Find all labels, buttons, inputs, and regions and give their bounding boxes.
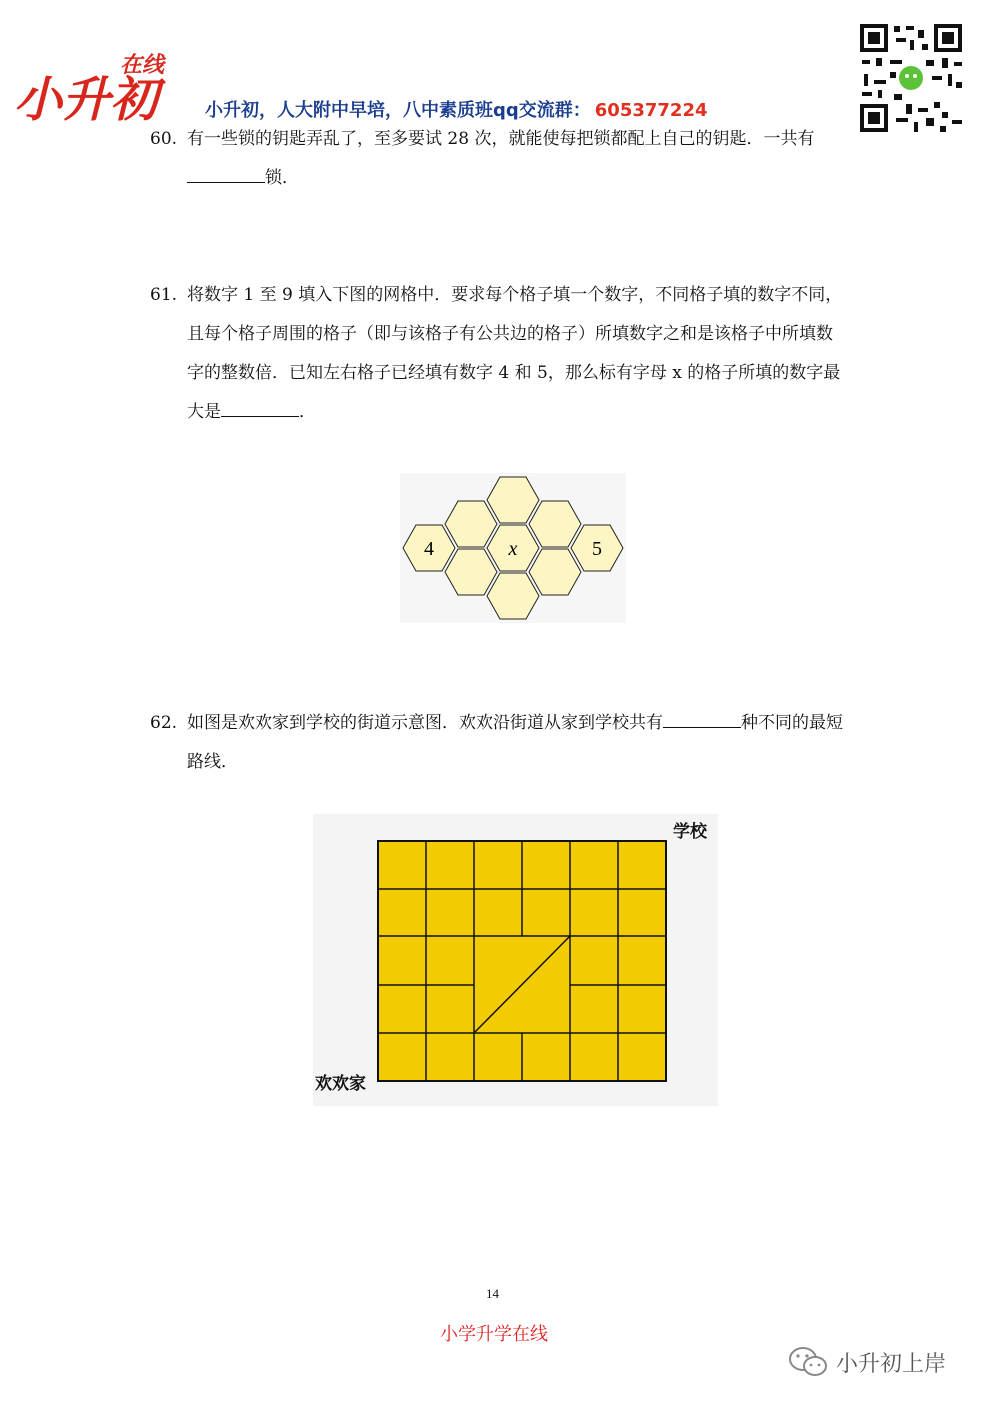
logo-sub-text: 在线 [120,53,165,78]
hex-cell [445,501,497,547]
question-text: 如图是欢欢家到学校的街道示意图．欢欢沿街道从家到学校共有 [187,713,663,733]
wechat-watermark [788,1345,946,1379]
question-number: 60. [150,129,178,149]
hex-left-value: 4 [424,538,434,560]
answer-blank [221,415,299,417]
question-number: 61. [150,285,178,305]
question-text: 将数字 1 至 9 填入下图的网格中．要求每个格子填一个数字，不同格子填的数字不同，且每个格子周围的格子（即与该格子有公共边的格子）所填数字之和是该格子中所填数字的整数倍．已知左右格子已经填有数字 4 和 5，那么标有字母 x 的格子所填的数字最大是 [187,285,843,422]
header-group-line [205,96,708,122]
hex-cell [529,501,581,547]
page-number: 14 [486,1286,499,1301]
question-text: 有一些锁的钥匙弄乱了，至多要试 28 次，就能使每把锁都配上自己的钥匙．一共有 [187,129,815,149]
question-60 [150,120,847,198]
qr-code [856,20,966,136]
question-text-tail: ． [299,402,316,422]
hex-cell [529,549,581,595]
qq-number: 605377224 [594,100,708,121]
site-logo [10,38,180,128]
wechat-center-icon [899,66,923,90]
wechat-icon [788,1345,828,1379]
hex-cell [487,477,539,523]
answer-blank [187,181,265,183]
question-text-tail: 种不同的最短路线． [187,713,843,772]
footer-site-name: 小学升学在线 [440,1324,548,1345]
hex-cell [487,573,539,619]
hex-cell [445,549,497,595]
home-label: 欢欢家 [315,1074,366,1094]
question-61 [150,276,847,432]
hexagon-grid-figure [400,473,626,623]
logo-main-text: 小升初 [14,72,159,128]
hex-center-value: x [508,538,518,560]
school-label: 学校 [673,822,707,842]
question-number: 62. [150,713,178,733]
street-grid-figure [313,814,718,1106]
hex-right-value: 5 [592,538,602,560]
question-62 [150,704,847,782]
group-text: 小升初，人大附中早培，八中素质班qq交流群： [205,100,591,121]
wechat-account-name: 小升初上岸 [836,1351,947,1377]
question-text-tail: 锁． [265,168,299,188]
answer-blank [663,726,741,728]
